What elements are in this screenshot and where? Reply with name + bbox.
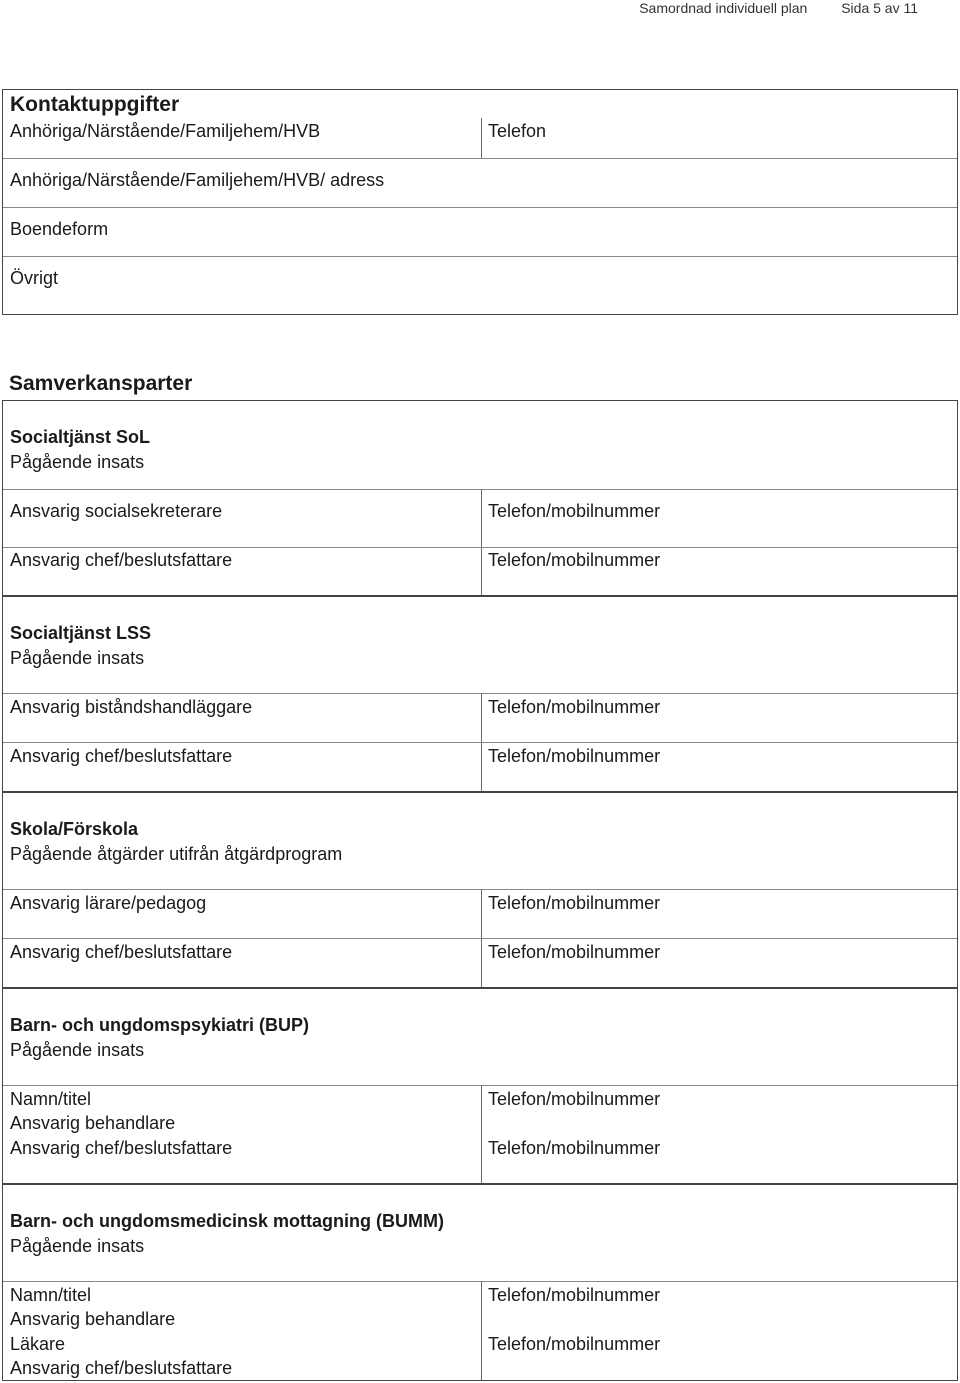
row-divider [3, 1281, 957, 1282]
phone-field[interactable]: Telefon/mobilnummer [488, 1138, 661, 1158]
phone-field[interactable]: Telefon/mobilnummer [488, 501, 661, 521]
subsection-title: Barn- och ungdomspsykiatri (BUP) [10, 1015, 310, 1035]
row-divider [3, 158, 957, 159]
page-header [609, 0, 918, 16]
row-divider [3, 742, 957, 743]
subsection-title: Skola/Förskola [10, 819, 139, 839]
responsible-field[interactable]: Ansvarig lärare/pedagog [10, 893, 207, 913]
phone-field[interactable]: Telefon/mobilnummer [488, 893, 661, 913]
samverkansparter-title: Samverkansparter [9, 372, 193, 395]
phone-field[interactable]: Telefon/mobilnummer [488, 942, 661, 962]
boendeform-field[interactable]: Boendeform [10, 219, 109, 239]
responsible-field[interactable]: Ansvarig biståndshandläggare [10, 697, 253, 717]
name-title-field[interactable]: Namn/titel [10, 1285, 92, 1305]
kontaktuppgifter-section [2, 89, 958, 315]
doctor-field[interactable]: Läkare [10, 1334, 66, 1354]
document-title: Samordnad individuell plan [639, 0, 808, 16]
ovrigt-field[interactable]: Övrigt [10, 268, 59, 288]
insats-field[interactable]: Pågående insats [10, 648, 145, 668]
row-divider [3, 889, 957, 890]
therapist-field[interactable]: Ansvarig behandlare [10, 1113, 176, 1133]
phone-field[interactable]: Telefon/mobilnummer [488, 550, 661, 570]
bumm-section [2, 1184, 958, 1381]
adress-field[interactable]: Anhöriga/Närstående/Familjehem/HVB/ adress [10, 170, 385, 190]
subsection-title: Socialtjänst LSS [10, 623, 152, 643]
column-divider [481, 1085, 482, 1183]
sol-section [2, 400, 958, 596]
phone-field[interactable]: Telefon/mobilnummer [488, 746, 661, 766]
column-divider [481, 118, 482, 158]
insats-field[interactable]: Pågående insats [10, 452, 145, 472]
lss-section [2, 596, 958, 792]
manager-field[interactable]: Ansvarig chef/beslutsfattare [10, 942, 233, 962]
column-divider [481, 489, 482, 595]
section-title: Kontaktuppgifter [10, 93, 180, 116]
insats-field[interactable]: Pågående insats [10, 1040, 145, 1060]
skola-section [2, 792, 958, 988]
page-number: Sida 5 av 11 [841, 0, 918, 16]
manager-field[interactable]: Ansvarig chef/beslutsfattare [10, 1138, 233, 1158]
anhoriga-field[interactable]: Anhöriga/Närstående/Familjehem/HVB [10, 121, 321, 141]
subsection-title: Socialtjänst SoL [10, 427, 151, 447]
manager-field[interactable]: Ansvarig chef/beslutsfattare [10, 550, 233, 570]
phone-field[interactable]: Telefon/mobilnummer [488, 1089, 661, 1109]
phone-field[interactable]: Telefon/mobilnummer [488, 1285, 661, 1305]
subsection-title: Barn- och ungdomsmedicinsk mottagning (BUMM) [10, 1211, 444, 1231]
row-divider [3, 207, 957, 208]
row-divider [3, 938, 957, 939]
insats-field[interactable]: Pågående insats [10, 1236, 145, 1256]
row-divider [3, 693, 957, 694]
responsible-field[interactable]: Ansvarig socialsekreterare [10, 501, 223, 521]
telefon-field[interactable]: Telefon [488, 121, 547, 141]
manager-field[interactable]: Ansvarig chef/beslutsfattare [10, 1358, 233, 1378]
phone-field[interactable]: Telefon/mobilnummer [488, 1334, 661, 1354]
row-divider [3, 1085, 957, 1086]
insats-field[interactable]: Pågående åtgärder utifrån åtgärdprogram [10, 844, 343, 864]
phone-field[interactable]: Telefon/mobilnummer [488, 697, 661, 717]
therapist-field[interactable]: Ansvarig behandlare [10, 1309, 176, 1329]
row-divider [3, 489, 957, 490]
manager-field[interactable]: Ansvarig chef/beslutsfattare [10, 746, 233, 766]
row-divider [3, 256, 957, 257]
name-title-field[interactable]: Namn/titel [10, 1089, 92, 1109]
column-divider [481, 1281, 482, 1380]
bup-section [2, 988, 958, 1184]
